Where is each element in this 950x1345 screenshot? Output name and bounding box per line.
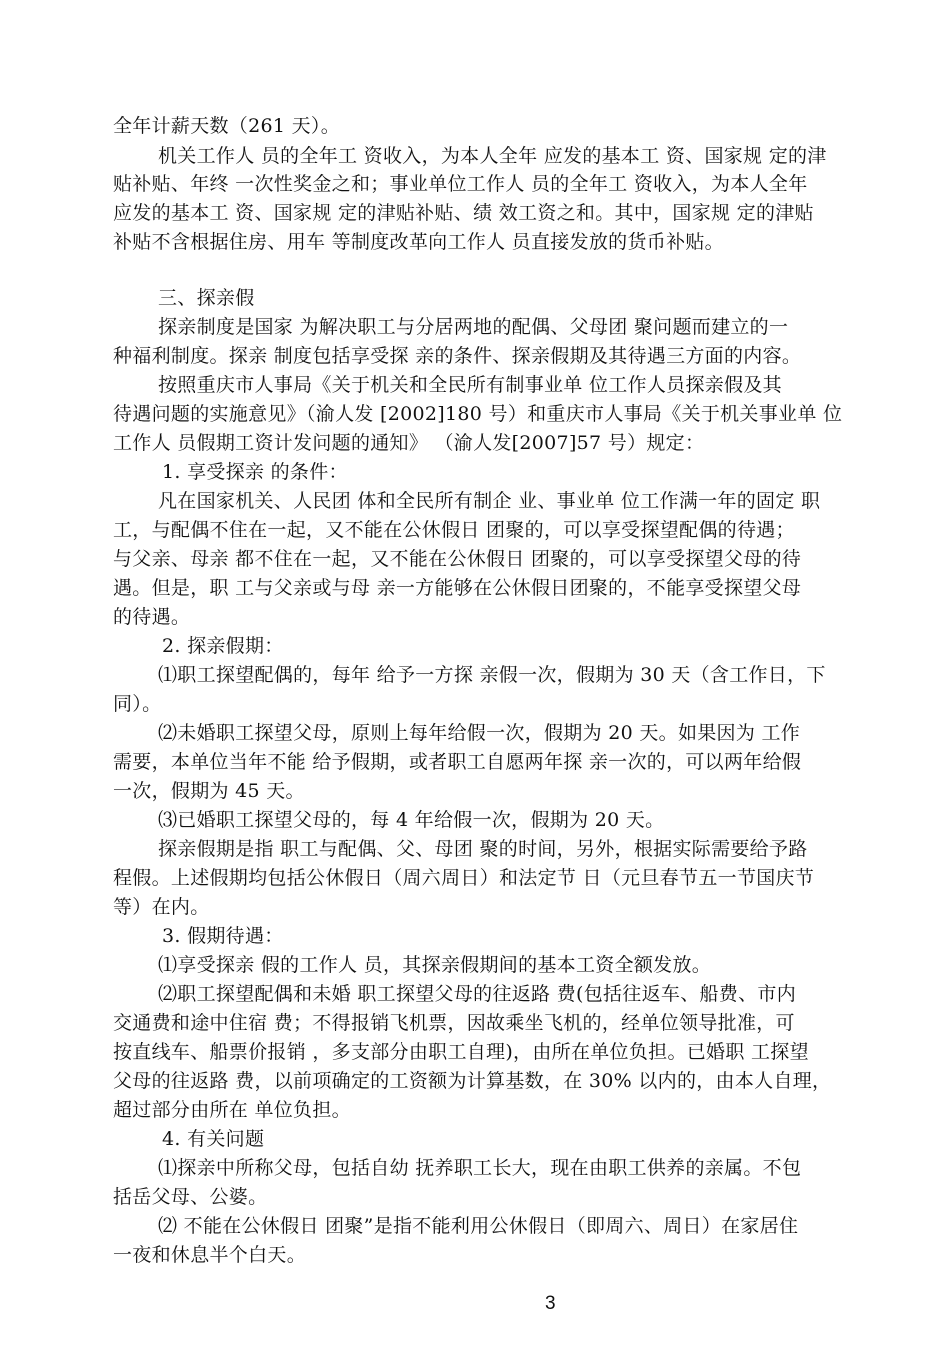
text-line: 交通费和途中住宿 费；不得报销飞机票，因故乘坐飞机的，经单位领导批准，可 (113, 1012, 795, 1034)
subheading: 2. 探亲假期： (162, 635, 284, 657)
subheading: 4. 有关问题 (162, 1128, 265, 1150)
text-line: 超过部分由所在 单位负担。 (113, 1099, 351, 1121)
text-line: 一夜和休息半个白天。 (113, 1244, 307, 1266)
text-line: ⑴探亲中所称父母，包括自幼 抚养职工长大，现在由职工供养的亲属。不包 (158, 1157, 802, 1179)
text-line: 括岳父母、公婆。 (113, 1186, 268, 1208)
subheading: 1. 享受探亲 的条件： (162, 461, 348, 483)
subheading: 3. 假期待遇： (162, 925, 284, 947)
page-number: 3 (545, 1293, 556, 1314)
text-line: 与父亲、母亲 都不住在一起，又不能在公休假日 团聚的，可以享受探望父母的待 (113, 548, 802, 570)
text-line: 待遇问题的实施意见》（渝人发 [2002]180 号）和重庆市人事局《关于机关事业单 位 (113, 403, 843, 425)
text-line: ⑴享受探亲 假的工作人 员，其探亲假期间的基本工资全额发放。 (158, 954, 712, 976)
text-line: ⑶已婚职工探望父母的，每 4 年给假一次，假期为 20 天。 (158, 809, 665, 831)
text-line: 种福利制度。探亲 制度包括享受探 亲的条件、探亲假期及其待遇三方面的内容。 (113, 345, 802, 367)
text-line: 一次，假期为 45 天。 (113, 780, 305, 802)
text-line: 程假。上述假期均包括公休假日（周六周日）和法定节 日（元旦春节五一节国庆节 (113, 867, 815, 889)
text-line: 机关工作人 员的全年工 资收入，为本人全年 应发的基本工 资、国家规 定的津 (158, 145, 827, 167)
text-line: 补贴不含根据住房、用车 等制度改革向工作人 员直接发放的货币补贴。 (113, 231, 724, 253)
text-line: 全年计薪天数（261 天）。 (113, 115, 341, 137)
text-line: 同）。 (113, 693, 162, 715)
text-line: 的待遇。 (113, 606, 191, 628)
text-line: 应发的基本工 资、国家规 定的津贴补贴、绩 效工资之和。其中，国家规 定的津贴 (113, 202, 814, 224)
text-line: 遇。但是，职 工与父亲或与母 亲一方能够在公休假日团聚的，不能享受探望父母 (113, 577, 802, 599)
text-line: ⑴职工探望配偶的，每年 给予一方探 亲假一次，假期为 30 天（含工作日，下 (158, 664, 826, 686)
text-line: 按照重庆市人事局《关于机关和全民所有制事业单 位工作人员探亲假及其 (158, 374, 782, 396)
text-line: 贴补贴、年终 一次性奖金之和；事业单位工作人 员的全年工 资收入，为本人全年 (113, 173, 808, 195)
text-line: ⑵未婚职工探望父母，原则上每年给假一次，假期为 20 天。如果因为 工作 (158, 722, 801, 744)
text-line: ⑵ 不能在公休假日 团聚”是指不能利用公休假日（即周六、周日）在家居住 (158, 1215, 799, 1237)
text-line: 探亲假期是指 职工与配偶、父、母团 聚的时间，另外，根据实际需要给予路 (158, 838, 808, 860)
text-line: 探亲制度是国家 为解决职工与分居两地的配偶、父母团 聚问题而建立的一 (158, 316, 789, 338)
text-line: 等）在内。 (113, 896, 210, 918)
text-line: 父母的往返路 费，以前项确定的工资额为计算基数，在 30% 以内的，由本人自理， (113, 1070, 832, 1092)
text-line: 按直线车、船票价报销 ，多支部分由职工自理)，由所在单位负担。已婚职 工探望 (113, 1041, 809, 1063)
text-line: ⑵职工探望配偶和未婚 职工探望父母的往返路 费(包括往返车、船费、市内 (158, 983, 796, 1005)
text-line: 凡在国家机关、人民团 体和全民所有制企 业、事业单 位工作满一年的固定 职 (158, 490, 821, 512)
text-line: 工作人 员假期工资计发问题的通知》 （渝人发[2007]57 号）规定： (113, 432, 705, 454)
text-line: 需要，本单位当年不能 给予假期，或者职工自愿两年探 亲一次的，可以两年给假 (113, 751, 802, 773)
section-heading: 三、探亲假 (158, 287, 255, 309)
text-line: 工，与配偶不住在一起，又不能在公休假日 团聚的，可以享受探望配偶的待遇； (113, 519, 795, 541)
